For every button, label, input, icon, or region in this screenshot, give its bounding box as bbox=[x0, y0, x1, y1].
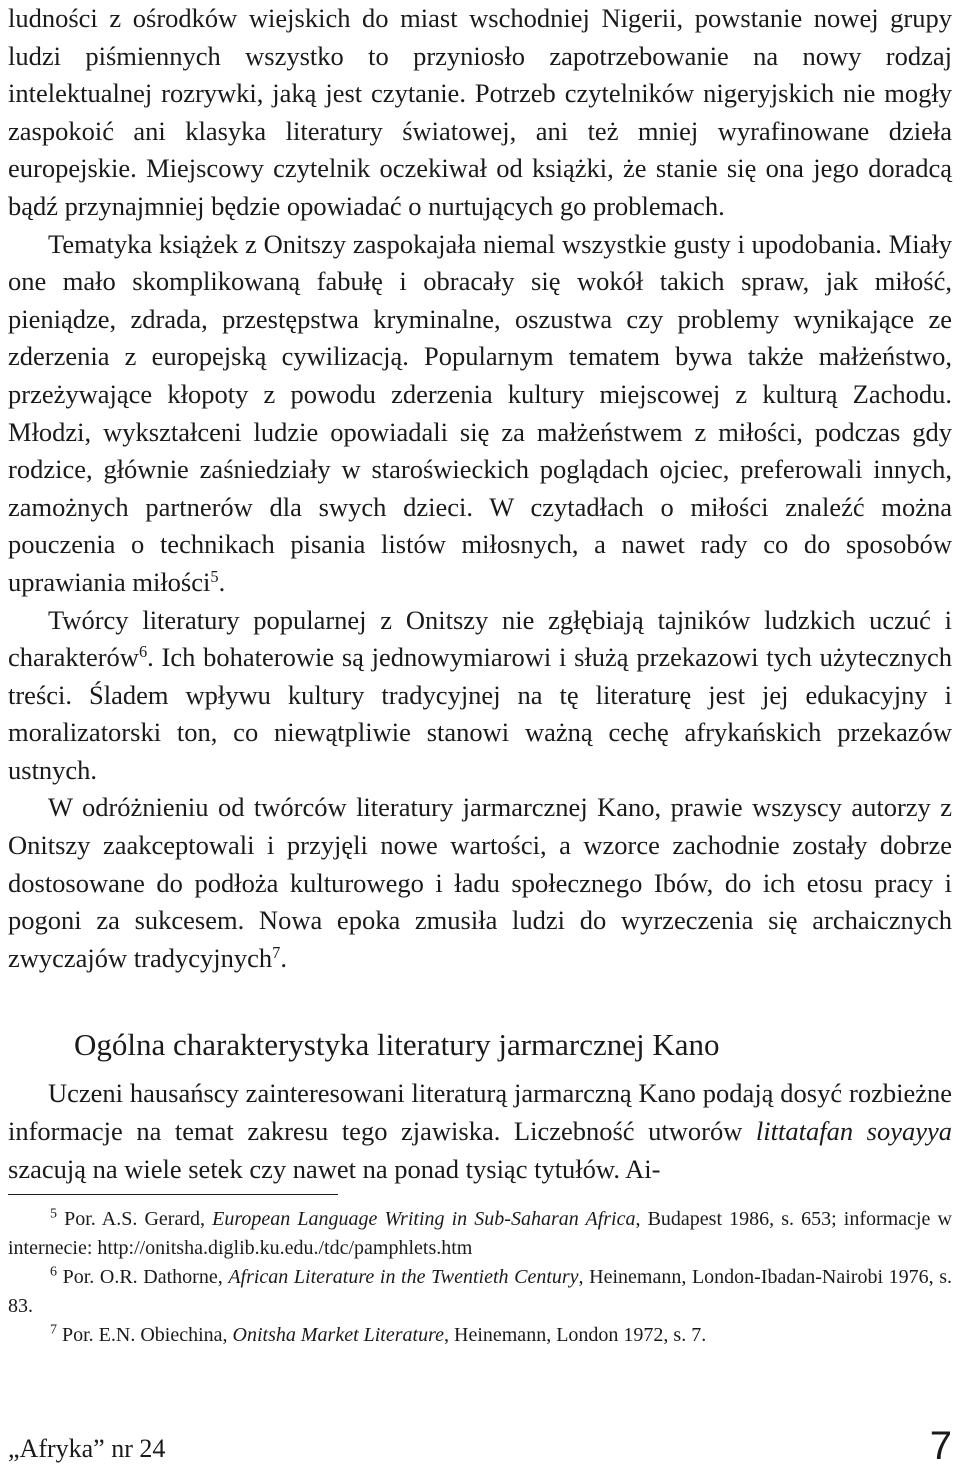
paragraph-4-text: W odróżnieniu od twórców literatury jarmarcznej Kano, prawie wszyscy autorzy z Onitszy zaakceptowali i przyjęli nowe wartości, a wzorce zachodnie zostały dobrze dostosowane do podłoża kulturowego i ładu społecznego Ibów, do ich etosu pracy i pogoni za sukcesem. Nowa epoka zmusiła ludzi do wyrzeczenia się archaicznych zwyczajów tradycyjnych bbox=[8, 792, 952, 973]
footnote-6 bbox=[8, 1263, 952, 1320]
footnote-5 bbox=[8, 1205, 952, 1262]
paragraph-4 bbox=[8, 789, 952, 977]
page-footer bbox=[8, 1420, 952, 1468]
paragraph-3-text: Twórcy literatury popularnej z Onitszy nie zgłębiają tajników ludzkich uczuć i charakterów bbox=[8, 604, 952, 673]
paragraph-2-end: . bbox=[218, 566, 226, 597]
paragraph-4-end: . bbox=[280, 942, 287, 973]
section-heading: Ogólna charakterystyka literatury jarmarcznej Kano bbox=[74, 1027, 720, 1063]
paragraph-5-italic-term: littatafan soyayya bbox=[755, 1116, 952, 1147]
footnote-title: African Literature in the Twentieth Century bbox=[228, 1266, 579, 1289]
footnote-number: 7 bbox=[50, 1322, 57, 1338]
footnote-ref-7[interactable]: 7 bbox=[272, 942, 281, 962]
footnote-separator bbox=[8, 1194, 338, 1195]
footnote-text: Por. E.N. Obiechina, bbox=[57, 1324, 233, 1347]
paragraph-1-text: ludności z ośrodków wiejskich do miast wschodniej Nigerii, powstanie nowej grupy ludzi piśmiennych wszystko to przyniosło zapotrzebowanie na nowy rodzaj intelektualnej rozrywki, jaką jest czytanie. Potrzeb czytelników nigeryjskich nie mogły zaspokoić ani klasyka literatury światowej, ani też mniej wyrafinowane dzieła europejskie. Miejscowy czytelnik oczekiwał od książki, że stanie się ona jego doradcą bądź przynajmniej będzie opowiadać o nurtujących go problemach. bbox=[8, 3, 952, 221]
paragraph-2 bbox=[8, 226, 952, 602]
footnote-text: Por. O.R. Dathorne, bbox=[57, 1266, 229, 1289]
footnote-text: , Heinemann, London-Ibadan-Nairobi 1976, s. 83. bbox=[8, 1266, 952, 1317]
footnote-text: , Budapest 1986, s. 653; informacje w internecie: http://onitsha.diglib.ku.edu./tdc/pamphlets.htm bbox=[8, 1208, 952, 1259]
footnote-title: Onitsha Market Literature bbox=[232, 1324, 444, 1347]
paragraph-2-text: Tematyka książek z Onitszy zaspokajała niemal wszystkie gusty i upodobania. Miały one mało skomplikowaną fabułę i obracały się wokół takich spraw, jak miłość, pieniądze, zdrada, przestępstwa kryminalne, oszustwa czy problemy wynikające ze zderzenia z europejską cywilizacją. Popularnym tematem bywa także małżeństwo, przeżywające kłopoty z powodu zderzenia kultury miejscowej z kulturą Zachodu. Młodzi, wykształceni ludzie opowiadali się za małżeństwem z miłości, podczas gdy rodzice, głównie zaśniedziały w staroświeckich poglądach ojciec, preferowali innych, zamożnych partnerów dla swych dzieci. W czytadłach o miłości znaleźć można pouczenia o technikach pisania listów miłosnych, a nawet rady co do sposobów uprawiania miłości bbox=[8, 228, 952, 597]
footnote-title: European Language Writing in Sub-Saharan Africa bbox=[212, 1208, 636, 1231]
footnote-text: , Heinemann, London 1972, s. 7. bbox=[444, 1324, 707, 1347]
footnotes bbox=[8, 1205, 952, 1350]
footnote-number: 6 bbox=[50, 1264, 57, 1280]
footnote-ref-6[interactable]: 6 bbox=[138, 642, 148, 662]
footnote-ref-5[interactable]: 5 bbox=[210, 566, 219, 586]
footnote-text: Por. A.S. Gerard, bbox=[57, 1208, 213, 1231]
footnote-7 bbox=[8, 1321, 952, 1350]
paragraph-3 bbox=[8, 602, 952, 790]
paragraph-1 bbox=[8, 0, 952, 226]
page-body bbox=[8, 0, 952, 1350]
paragraph-5-text: Uczeni hausańscy zainteresowani literaturą jarmarczną Kano podają dosyć rozbieżne informacje na temat zakresu tego zjawiska. Liczebność utworów bbox=[8, 1078, 952, 1147]
paragraph-5 bbox=[8, 1075, 952, 1188]
footnote-number: 5 bbox=[50, 1206, 57, 1222]
running-title: „Afryka” nr 24 bbox=[8, 1434, 166, 1463]
paragraph-3-end: . Ich bohaterowie są jednowymiarowi i służą przekazowi tych użytecznych treści. Śladem wpływu kultury tradycyjnej na tę literaturę jest jej edukacyjny i moralizatorski ton, co niewątpliwie stanowi ważną cechę afrykańskich przekazów ustnych. bbox=[8, 642, 952, 785]
page-number: 7 bbox=[929, 1424, 952, 1468]
paragraph-5-end: szacują na wiele setek czy nawet na ponad tysiąc tytułów. Ai- bbox=[8, 1153, 661, 1184]
